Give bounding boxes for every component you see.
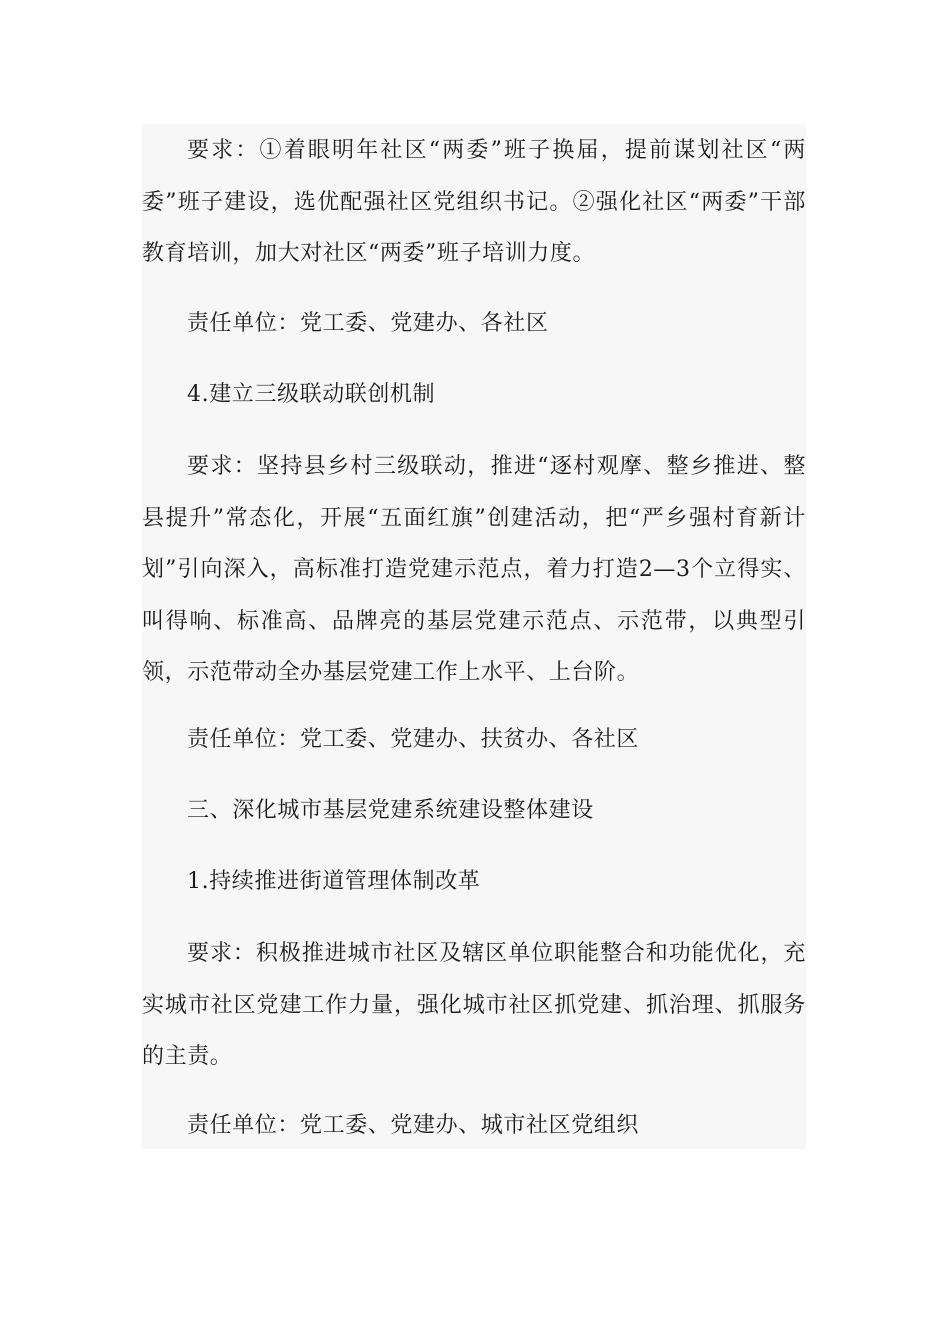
document-page bbox=[142, 124, 806, 1149]
section-heading: 4.建立三级联动联创机制 bbox=[187, 382, 436, 407]
requirement-paragraph: 要求：坚持县乡村三级联动，推进“逐村观摩、整乡推进、整县提升”常态化，开展“五面红旗”创建活动，把“严乡强村育新计划”引向深入，高标准打造党建示范点，着力打造2—3个立得实、叫得响、标准高、品牌亮的基层党建示范点、示范带，以典型引领，示范带动全办基层党建工作上水平、上台阶。 bbox=[142, 454, 806, 685]
responsibility-paragraph: 责任单位：党工委、党建办、扶贫办、各社区 bbox=[187, 727, 640, 752]
requirement-paragraph: 要求：①着眼明年社区“两委”班子换届，提前谋划社区“两委”班子建设，选优配强社区党组织书记。②强化社区“两委”干部教育培训，加大对社区“两委”班子培训力度。 bbox=[142, 138, 806, 266]
responsibility-paragraph: 责任单位：党工委、党建办、城市社区党组织 bbox=[187, 1113, 640, 1138]
requirement-paragraph: 要求：积极推进城市社区及辖区单位职能整合和功能优化，充实城市社区党建工作力量，强化城市社区抓党建、抓治理、抓服务的主责。 bbox=[142, 941, 806, 1069]
section-heading: 1.持续推进街道管理体制改革 bbox=[187, 869, 481, 894]
responsibility-paragraph: 责任单位：党工委、党建办、各社区 bbox=[187, 311, 549, 336]
chapter-heading: 三、深化城市基层党建系统建设整体建设 bbox=[187, 798, 594, 823]
